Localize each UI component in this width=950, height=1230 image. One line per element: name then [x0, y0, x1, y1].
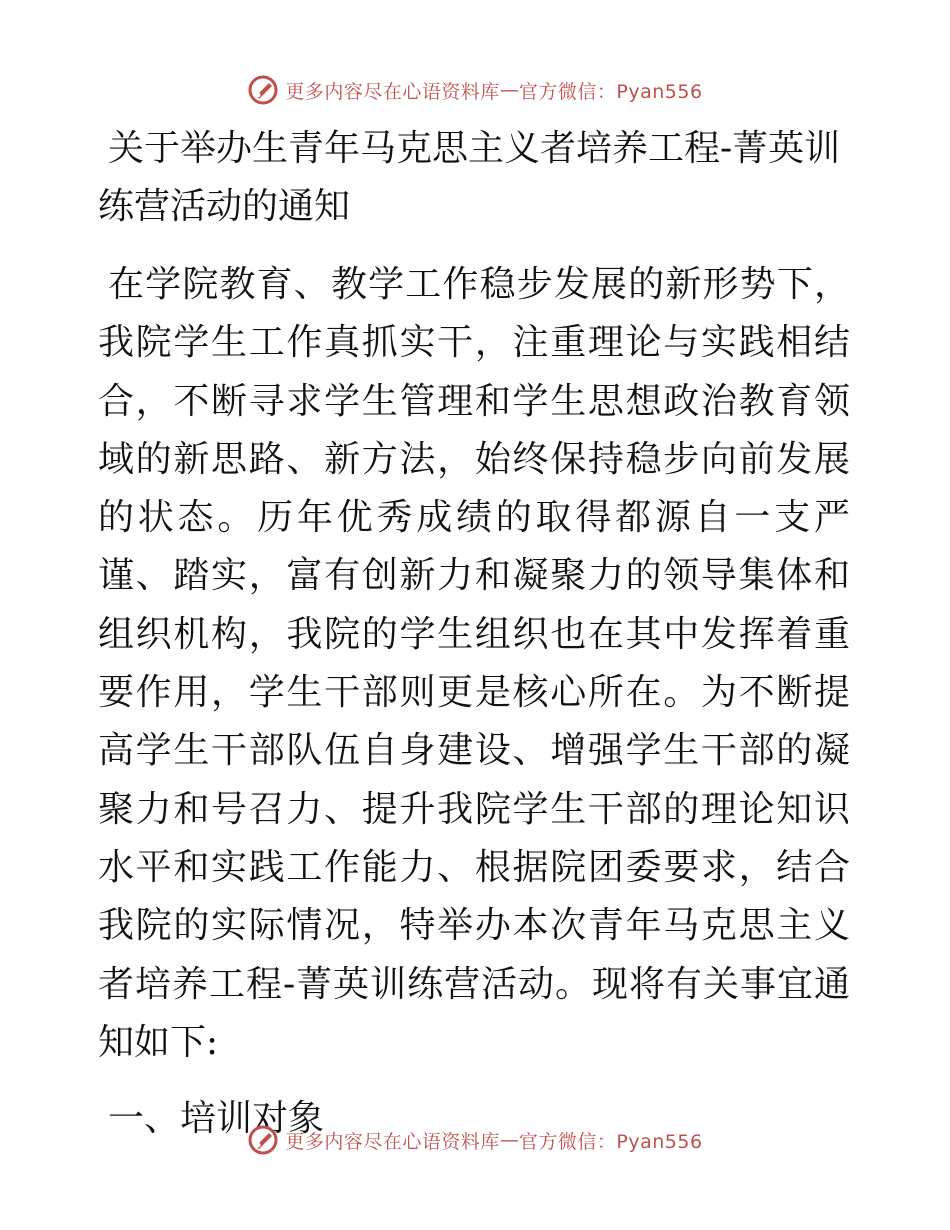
- document-body: [98, 120, 850, 1148]
- watermark-text: 更多内容尽在心语资料库: [285, 80, 500, 103]
- seal-logo-icon: [247, 1124, 279, 1156]
- watermark-wechat: 官方微信：Pyan556: [518, 80, 703, 103]
- seal-logo-icon: [247, 74, 279, 106]
- section-heading: 一、培训对象: [108, 1098, 325, 1140]
- watermark-footer: [0, 1120, 950, 1160]
- watermark-dash: —: [499, 79, 519, 101]
- document-paragraph: 在学院教育、教学工作稳步发展的新形势下，我院学生工作真抓实干，注重理论与实践相结合，不断寻求学生管理和学生思想政治教育领域的新思路、新方法，始终保持稳步向前发展的状态。历年优秀成绩的取得都源自一支严谨、踏实，富有创新力和凝聚力的领导集体和组织机构，我院的学生组织也在其中发挥着重要作用，学生干部则更是核心所在。为不断提高学生干部队伍自身建设、增强学生干部的凝聚力和号召力、提升我院学生干部的理论知识水平和实践工作能力、根据院团委要求，结合我院的实际情况，特举办本次青年马克思主义者培养工程-菁英训练营活动。现将有关事宜通知如下:: [98, 264, 850, 1063]
- watermark-dash: —: [499, 1129, 519, 1151]
- document-title: 关于举办生青年马克思主义者培养工程-菁英训练营活动的通知: [98, 128, 841, 227]
- watermark-wechat: 官方微信：Pyan556: [518, 1130, 703, 1153]
- watermark-text: 更多内容尽在心语资料库: [285, 1130, 500, 1153]
- watermark-header: [0, 70, 950, 110]
